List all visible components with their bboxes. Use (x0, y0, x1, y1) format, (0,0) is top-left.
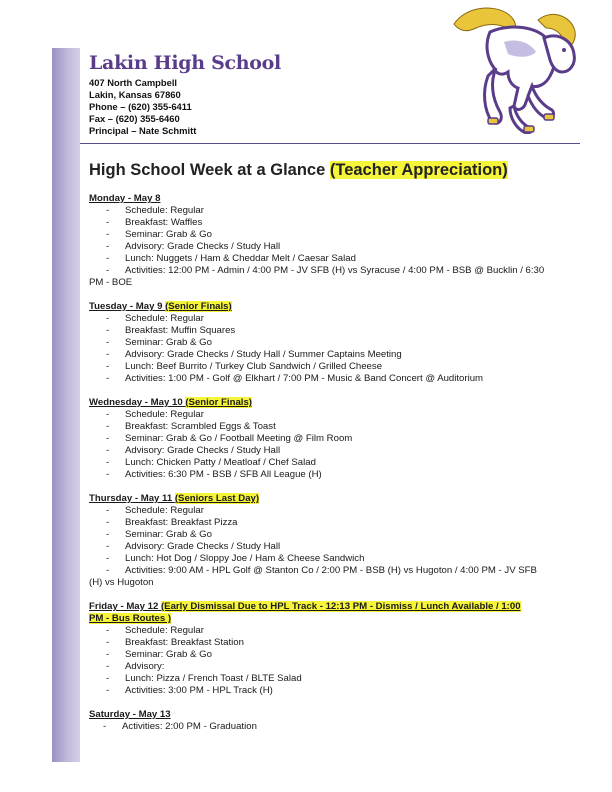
day-wednesday (89, 397, 571, 481)
list-item: - Activities: 2:00 PM - Graduation (103, 721, 257, 732)
list-item: - Seminar: Grab & Go (106, 337, 212, 348)
letterhead (89, 52, 281, 137)
title-text: High School Week at a Glance (89, 161, 330, 179)
list-item: - Seminar: Grab & Go (106, 529, 212, 540)
list-item: - Lunch: Pizza / French Toast / BLTE Salad (106, 673, 302, 684)
list-item: - Schedule: Regular (106, 205, 204, 216)
list-item: - Lunch: Chicken Patty / Meatloaf / Chef Salad (106, 457, 316, 468)
day-note: (Senior Finals) (165, 301, 232, 312)
list-item: - Advisory: Grade Checks / Study Hall (106, 541, 281, 552)
list-item: - Schedule: Regular (106, 409, 204, 420)
day-note: (Early Dismissal Due to HPL Track - 12:13 PM - Dismiss / Lunch Available / 1:00 (160, 601, 521, 612)
list-item: - Breakfast: Waffles (106, 217, 203, 228)
list-item: - Advisory: Grade Checks / Study Hall (106, 241, 281, 252)
sidebar-bar (52, 48, 80, 762)
list-item: - Lunch: Beef Burrito / Turkey Club Sandwich / Grilled Cheese (106, 361, 383, 372)
list-item: - Activities: 12:00 PM - Admin / 4:00 PM - JV SFB (H) vs Syracuse / 4:00 PM - BSB @ Bucklin / 6:30 PM - BOE (89, 265, 545, 288)
list-item: - Schedule: Regular (106, 625, 204, 636)
address-line: Lakin, Kansas 67860 (89, 89, 181, 100)
fax-line: Fax – (620) 355-6460 (89, 113, 180, 124)
list-item: - Lunch: Nuggets / Ham & Cheddar Melt / Caesar Salad (106, 253, 356, 264)
list-item: - Advisory: Grade Checks / Study Hall (106, 445, 281, 456)
phone-line: Phone – (620) 355-6411 (89, 101, 192, 112)
list-item: - Advisory: (106, 661, 165, 672)
list-item: - Seminar: Grab & Go / Football Meeting @ Film Room (106, 433, 353, 444)
mustang-horse-icon (446, 2, 588, 134)
day-note: (Senior Finals) (185, 397, 252, 408)
address-line: 407 North Campbell (89, 77, 178, 88)
day-monday (89, 193, 571, 289)
school-name: Lakin High School (89, 52, 281, 74)
header-divider (80, 143, 580, 144)
day-saturday (89, 709, 571, 733)
list-item: - Activities: 9:00 AM - HPL Golf @ Stanton Co / 2:00 PM - BSB (H) vs Hugoton / 4:00 PM - JV SFB (H) vs Hugoton (89, 565, 537, 588)
day-heading: Saturday - May 13 (89, 709, 171, 720)
title-highlight: (Teacher Appreciation) (329, 161, 508, 179)
principal-line: Principal – Nate Schmitt (89, 125, 197, 136)
list-item: - Schedule: Regular (106, 505, 204, 516)
list-item: - Seminar: Grab & Go (106, 649, 212, 660)
day-thursday (89, 493, 571, 589)
day-tuesday (89, 301, 571, 385)
day-friday (89, 601, 571, 697)
list-item: - Activities: 6:30 PM - BSB / SFB All League (H) (106, 469, 322, 480)
list-item: - Activities: 3:00 PM - HPL Track (H) (106, 685, 273, 696)
day-heading: Thursday - May 11 (Seniors Last Day) (89, 493, 260, 504)
day-heading: Wednesday - May 10 (Senior Finals) (89, 397, 252, 408)
list-item: - Advisory: Grade Checks / Study Hall / Summer Captains Meeting (106, 349, 402, 360)
day-heading: Monday - May 8 (89, 193, 161, 204)
list-item: - Breakfast: Breakfast Station (106, 637, 244, 648)
list-item: - Breakfast: Breakfast Pizza (106, 517, 238, 528)
document-title (89, 161, 508, 180)
list-item: - Breakfast: Scrambled Eggs & Toast (106, 421, 276, 432)
day-heading: Friday - May 12 (Early Dismissal Due to HPL Track - 12:13 PM - Dismiss / Lunch Available / 1:00 PM - Bus Routes ) (89, 601, 521, 624)
day-note-continued: PM - Bus Routes ) (89, 613, 172, 624)
list-item: - Breakfast: Muffin Squares (106, 325, 236, 336)
week-schedule (89, 193, 571, 745)
day-heading: Tuesday - May 9 (Senior Finals) (89, 301, 232, 312)
list-item: - Seminar: Grab & Go (106, 229, 212, 240)
list-item: - Lunch: Hot Dog / Sloppy Joe / Ham & Cheese Sandwich (106, 553, 365, 564)
list-item: - Activities: 1:00 PM - Golf @ Elkhart / 7:00 PM - Music & Band Concert @ Auditorium (106, 373, 484, 384)
day-note: (Seniors Last Day) (174, 493, 260, 504)
list-item: - Schedule: Regular (106, 313, 204, 324)
